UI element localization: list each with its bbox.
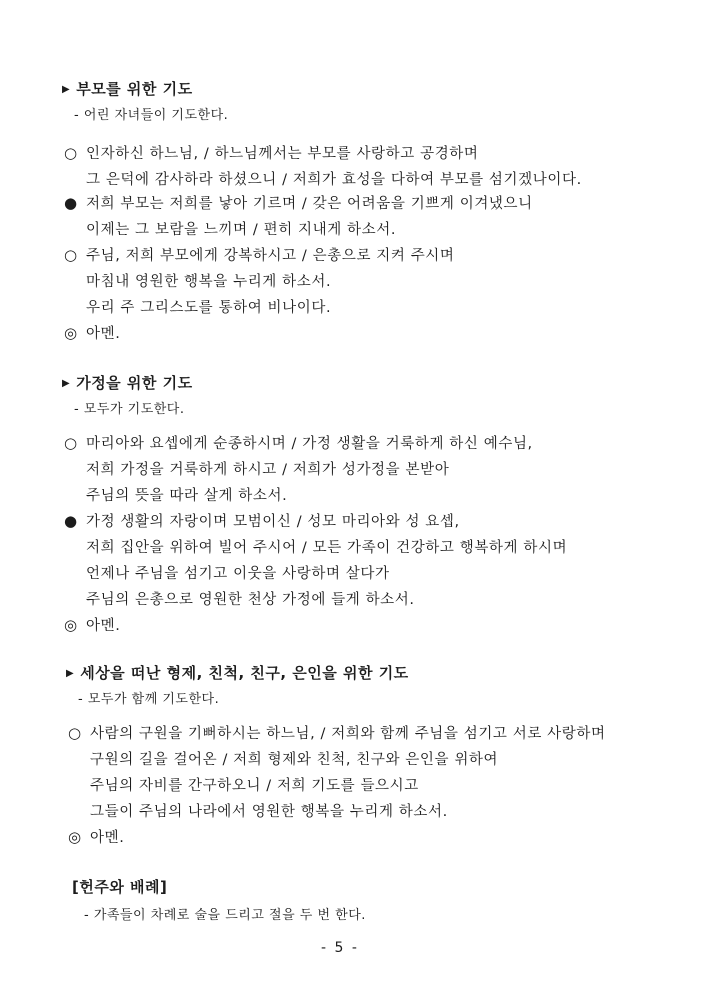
- prayer-line: [86, 562, 390, 583]
- amen-double-circle-icon: ◎: [68, 828, 82, 846]
- section-instruction: - 모두가 함께 기도한다.: [78, 692, 220, 707]
- prayer-line: [64, 244, 455, 265]
- triangle-bullet-icon: ▶: [62, 378, 71, 389]
- prayer-text: 주님의 자비를 간구하오니 / 저희 기도를 들으시고: [90, 778, 419, 794]
- prayer-line: [86, 536, 567, 557]
- prayer-line: [64, 614, 120, 635]
- leader-circle-icon: ○: [64, 246, 78, 264]
- prayer-line: [64, 142, 479, 163]
- response-dot-icon: ●: [64, 194, 78, 212]
- section-instruction: - 어린 자녀들이 기도한다.: [74, 108, 229, 123]
- section-title: 세상을 떠난 형제, 친척, 친구, 은인을 위한 기도: [80, 664, 409, 682]
- prayer-text: 마침내 영원한 행복을 누리게 하소서.: [86, 274, 332, 290]
- prayer-line: [68, 826, 124, 847]
- leader-circle-icon: ○: [68, 724, 82, 742]
- offering-heading: [헌주와 배례]: [72, 878, 168, 896]
- prayer-line: [86, 296, 331, 317]
- prayer-text: 저희 집안을 위하여 빌어 주시어 / 모든 가족이 건강하고 행복하게 하시며: [86, 540, 568, 556]
- prayer-line: [86, 168, 582, 189]
- prayer-line: [86, 270, 331, 291]
- section-heading-parents: [62, 78, 193, 99]
- leader-circle-icon: ○: [64, 434, 78, 452]
- amen-double-circle-icon: ◎: [64, 324, 78, 342]
- prayer-text: 가정 생활의 자랑이며 모범이신 / 성모 마리아와 성 요셉,: [86, 514, 460, 530]
- triangle-bullet-icon: ▶: [62, 84, 71, 95]
- section-title: 부모를 위한 기도: [76, 80, 193, 98]
- section-instruction: - 모두가 기도한다.: [74, 402, 185, 417]
- prayer-text: 이제는 그 보람을 느끼며 / 편히 지내게 하소서.: [86, 222, 397, 238]
- prayer-line: [86, 218, 396, 239]
- prayer-line: [90, 774, 419, 795]
- prayer-text: 주님, 저희 부모에게 강복하시고 / 은총으로 지켜 주시며: [86, 248, 455, 264]
- prayer-line: [64, 432, 533, 453]
- prayer-text: 저희 부모는 저희를 낳아 기르며 / 갖은 어려움을 기쁘게 이겨냈으니: [86, 196, 533, 212]
- response-dot-icon: ●: [64, 512, 78, 530]
- prayer-line: [64, 322, 120, 343]
- section-heading-family: [62, 372, 193, 393]
- prayer-line: [86, 484, 287, 505]
- prayer-text: 구원의 길을 걸어온 / 저희 형제와 친척, 친구와 은인을 위하여: [90, 752, 499, 768]
- section-title: 가정을 위한 기도: [76, 374, 193, 392]
- amen-double-circle-icon: ◎: [64, 616, 78, 634]
- section-heading-departed: [66, 662, 409, 683]
- leader-circle-icon: ○: [64, 144, 78, 162]
- triangle-bullet-icon: ▶: [66, 668, 75, 679]
- prayer-line: [86, 588, 415, 609]
- prayer-line: [90, 800, 448, 821]
- prayer-line: [64, 510, 460, 531]
- prayer-text: 아멘.: [90, 830, 125, 846]
- prayer-line: [86, 458, 449, 479]
- prayer-text: 아멘.: [86, 618, 121, 634]
- offering-instruction: - 가족들이 차례로 술을 드리고 절을 두 번 한다.: [84, 908, 366, 923]
- prayer-text: 주님의 은총으로 영원한 천상 가정에 들게 하소서.: [86, 592, 415, 608]
- prayer-text: 그들이 주님의 나라에서 영원한 행복을 누리게 하소서.: [90, 804, 448, 820]
- prayer-text: 우리 주 그리스도를 통하여 비나이다.: [86, 300, 332, 316]
- prayer-text: 언제나 주님을 섬기고 이웃을 사랑하며 살다가: [86, 566, 390, 582]
- prayer-text: 인자하신 하느님, / 하느님께서는 부모를 사랑하고 공경하며: [86, 146, 479, 162]
- prayer-text: 저희 가정을 거룩하게 하시고 / 저희가 성가정을 본받아: [86, 462, 450, 478]
- page-number: - 5 -: [321, 940, 359, 956]
- prayer-line: [68, 722, 606, 743]
- prayer-text: 아멘.: [86, 326, 121, 342]
- prayer-text: 그 은덕에 감사하라 하셨으니 / 저희가 효성을 다하여 부모를 섬기겠나이다.: [86, 172, 582, 188]
- prayer-text: 사람의 구원을 기뻐하시는 하느님, / 저희와 함께 주님을 섬기고 서로 사랑하며: [90, 726, 606, 742]
- prayer-text: 주님의 뜻을 따라 살게 하소서.: [86, 488, 288, 504]
- prayer-line: [90, 748, 498, 769]
- prayer-line: [64, 192, 533, 213]
- prayer-text: 마리아와 요셉에게 순종하시며 / 가정 생활을 거룩하게 하신 예수님,: [86, 436, 533, 452]
